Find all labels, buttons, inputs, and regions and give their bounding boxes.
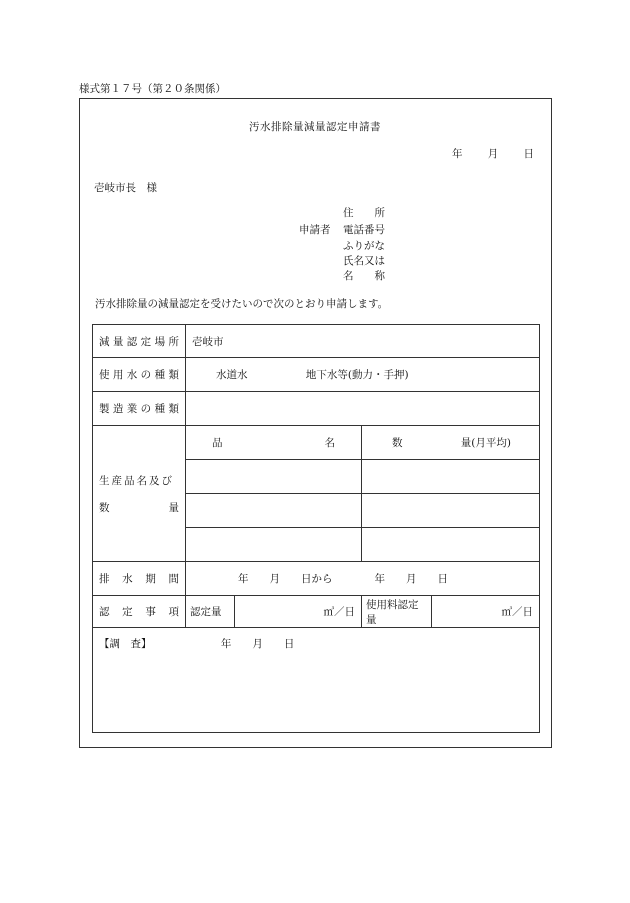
col-qty-header: [362, 426, 540, 460]
product-qty-cell[interactable]: [362, 528, 540, 562]
cert-amount-label: 認定量: [186, 596, 235, 628]
date-month: 月: [487, 148, 499, 160]
water-label: 使 用 水 の 種 類: [99, 369, 179, 381]
application-table: [92, 324, 540, 733]
industry-value[interactable]: [186, 392, 540, 426]
products-label-cell: [93, 426, 186, 562]
recipient: 壱岐市長 様: [94, 182, 157, 194]
survey-cell[interactable]: [93, 628, 540, 733]
col-qty-a: 数: [392, 437, 403, 449]
product-name-cell[interactable]: [186, 528, 362, 562]
date-year: 年: [452, 148, 463, 160]
row-place: [93, 325, 540, 358]
row-industry: [93, 392, 540, 426]
place-value[interactable]: 壱岐市: [186, 325, 540, 358]
cert-label-cell: [93, 596, 186, 628]
cert-label: 認 定 事 項: [99, 606, 179, 618]
row-period: [93, 562, 540, 596]
col-item-a: 品: [212, 437, 223, 449]
col-item-b: 名: [324, 437, 335, 449]
products-label-line1: 生産品名及び: [99, 474, 174, 487]
applicant-address-label: 住 所: [343, 207, 385, 219]
place-label-cell: [93, 325, 186, 358]
products-label-line2: [99, 500, 179, 515]
period-label: 排 水 期 間: [99, 573, 179, 585]
product-qty-cell[interactable]: [362, 460, 540, 494]
water-option-ground[interactable]: 地下水等(動力・手押): [305, 369, 409, 381]
product-name-cell[interactable]: [186, 460, 362, 494]
products-label-qty-a: 数: [99, 501, 110, 514]
date-line: [452, 146, 534, 161]
water-options: [186, 358, 540, 392]
form-number: 様式第１７号（第２０条関係）: [79, 83, 226, 95]
applicant-phone-label: 電話番号: [343, 224, 385, 236]
period-value[interactable]: 年 月 日から 年 月 日: [186, 562, 540, 596]
survey-label: 【調 査】: [99, 638, 152, 650]
page-title: 汚水排除量減量認定申請書: [249, 121, 381, 133]
col-qty-b: 量(月平均): [460, 437, 511, 449]
product-qty-cell[interactable]: [362, 494, 540, 528]
row-certification: [93, 596, 540, 628]
applicant-title-label: 名 称: [343, 270, 385, 282]
product-name-cell[interactable]: [186, 494, 362, 528]
intro-text: 汚水排除量の減量認定を受けたいので次のとおり申請します。: [95, 298, 389, 310]
industry-label-cell: [93, 392, 186, 426]
applicant-furigana-label: ふりがな: [343, 240, 385, 252]
period-label-cell: [93, 562, 186, 596]
water-label-cell: [93, 358, 186, 392]
row-water: [93, 358, 540, 392]
date-day: 日: [523, 148, 534, 160]
col-item-header: [186, 426, 362, 460]
applicant-name-label: 氏名又は: [343, 255, 385, 267]
applicant-label: 申請者: [299, 224, 331, 236]
water-option-tap[interactable]: 水道水: [216, 369, 248, 381]
place-label: 減 量 認 定 場 所: [99, 335, 179, 348]
industry-label: 製 造 業 の 種 類: [99, 403, 179, 415]
row-survey: [93, 628, 540, 733]
cert-amount-value[interactable]: ㎥／日: [235, 596, 362, 628]
survey-date: 年 月 日: [220, 638, 295, 650]
products-label-qty-b: 量: [168, 501, 179, 514]
row-products-header: [93, 426, 540, 460]
fee-amount-value[interactable]: ㎥／日: [432, 596, 540, 628]
fee-amount-label: 使用料認定量: [362, 596, 432, 628]
